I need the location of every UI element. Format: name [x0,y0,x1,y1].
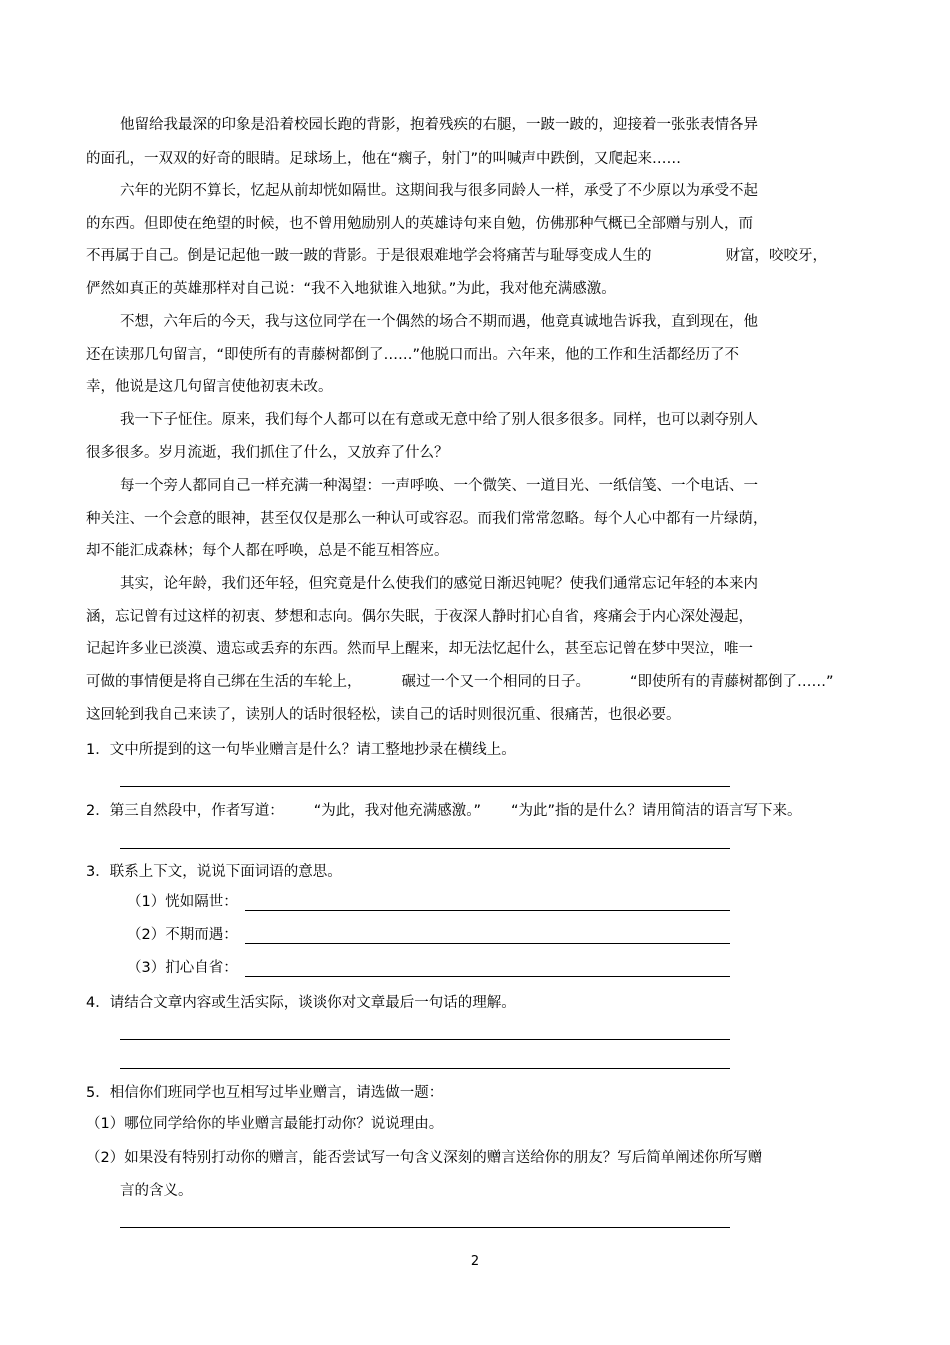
answer-line[interactable] [120,1227,730,1228]
passage-line: 却不能汇成森林；每个人都在呼唤，总是不能互相答应。 [86,543,449,559]
question-text: 2．第三自然段中，作者写道： [86,803,284,819]
question-1: 1．文中所提到的这一句毕业赠言是什么？请工整地抄录在横线上。 [86,742,516,758]
passage-line: 六年的光阴不算长，忆起从前却恍如隔世。这期间我与很多同龄人一样，承受了不少原以为承受不起 [120,183,758,199]
passage-text: 碾过一个又一个相同的日子。 [401,674,590,690]
answer-line[interactable] [120,1068,730,1069]
passage-line: 还在读那几句留言，“即使所有的青藤树都倒了……”他脱口而出。六年来，他的工作和生活都经历了不 [86,347,740,363]
answer-line[interactable] [120,848,730,849]
passage-line: 每一个旁人都同自己一样充满一种渴望：一声呼唤、一个微笑、一道目光、一纸信笺、一个电话、一 [120,478,758,494]
question-3: 3．联系上下文，说说下面词语的意思。 [86,864,342,880]
answer-line[interactable] [245,910,730,911]
passage-line: 种关注、一个会意的眼神，甚至仅仅是那么一种认可或容忍。而我们常常忽略。每个人心中都有一片绿荫， [86,511,768,527]
passage-line: 不想，六年后的今天，我与这位同学在一个偶然的场合不期而遇，他竟真诚地告诉我，直到现在，他 [120,314,758,330]
passage-line: 其实，论年龄，我们还年轻，但究竟是什么使我们的感觉日渐迟钝呢？使我们通常忘记年轻的本来内 [120,576,758,592]
question-5-option-2: （2）如果没有特别打动你的赠言，能否尝试写一句含义深刻的赠言送给你的朋友？写后简单阐述你所写赠 [86,1150,763,1166]
passage-text: “即使所有的青藤树都倒了……” [630,674,834,690]
page-number: 2 [470,1254,480,1269]
passage-line: 他留给我最深的印象是沿着校园长跑的背影，抱着残疾的右腿，一跛一跛的，迎接着一张张表情各异 [120,117,758,133]
passage-line: 俨然如真正的英雄那样对自己说：“我不入地狱谁入地狱。”为此，我对他充满感激。 [86,281,616,297]
passage-line [86,672,834,692]
passage-line: 我一下子怔住。原来，我们每个人都可以在有意或无意中给了别人很多很多。同样，也可以剥夺别人 [120,412,758,428]
passage-text: 可做的事情便是将自己绑在生活的车轮上， [86,674,362,690]
passage-line: 的东西。但即使在绝望的时候，也不曾用勉励别人的英雄诗句来自勉，仿佛那种气概已全部赠与别人，而 [86,216,753,232]
passage-line [86,246,827,266]
answer-line[interactable] [120,1039,730,1040]
passage-line: 记起许多业已淡漠、遗忘或丢弃的东西。然而早上醒来，却无法忆起什么，甚至忘记曾在梦中哭泣，唯一 [86,641,753,657]
passage-line: 幸，他说是这几句留言使他初衷未改。 [86,379,333,395]
question-quote: “为此，我对他充满感激。” [313,803,482,819]
question-5: 5．相信你们班同学也互相写过毕业赠言，请选做一题： [86,1085,444,1101]
passage-line: 的面孔，一双双的好奇的眼睛。足球场上，他在“瘸子，射门”的叫喊声中跌倒，又爬起来…… [86,151,682,167]
question-5-option-1: （1）哪位同学给你的毕业赠言最能打动你？说说理由。 [86,1116,444,1132]
passage-line: 很多很多。岁月流逝，我们抓住了什么，又放弃了什么？ [86,445,449,461]
passage-text: 财富，咬咬牙， [725,248,827,264]
question-text: “为此”指的是什么？请用简洁的语言写下来。 [511,803,802,819]
question-3-item-3: （3）扪心自省： [127,960,238,976]
answer-line[interactable] [245,976,730,977]
question-5-option-2-cont: 言的含义。 [120,1183,193,1199]
question-4: 4．请结合文章内容或生活实际，谈谈你对文章最后一句话的理解。 [86,995,516,1011]
passage-line: 涵，忘记曾有过这样的初衷、梦想和志向。偶尔失眠，于夜深人静时扪心自省，疼痛会于内心深处漫起， [86,609,753,625]
answer-line[interactable] [120,786,730,787]
question-2 [86,801,802,821]
passage-line: 这回轮到我自己来读了，读别人的话时很轻松，读自己的话时则很沉重、很痛苦，也很必要。 [86,707,681,723]
passage-text: 不再属于自己。倒是记起他一跛一跛的背影。于是很艰难地学会将痛苦与耻辱变成人生的 [86,248,652,264]
question-3-item-2: （2）不期而遇： [127,927,238,943]
question-3-item-1: （1）恍如隔世： [127,894,238,910]
answer-line[interactable] [245,943,730,944]
